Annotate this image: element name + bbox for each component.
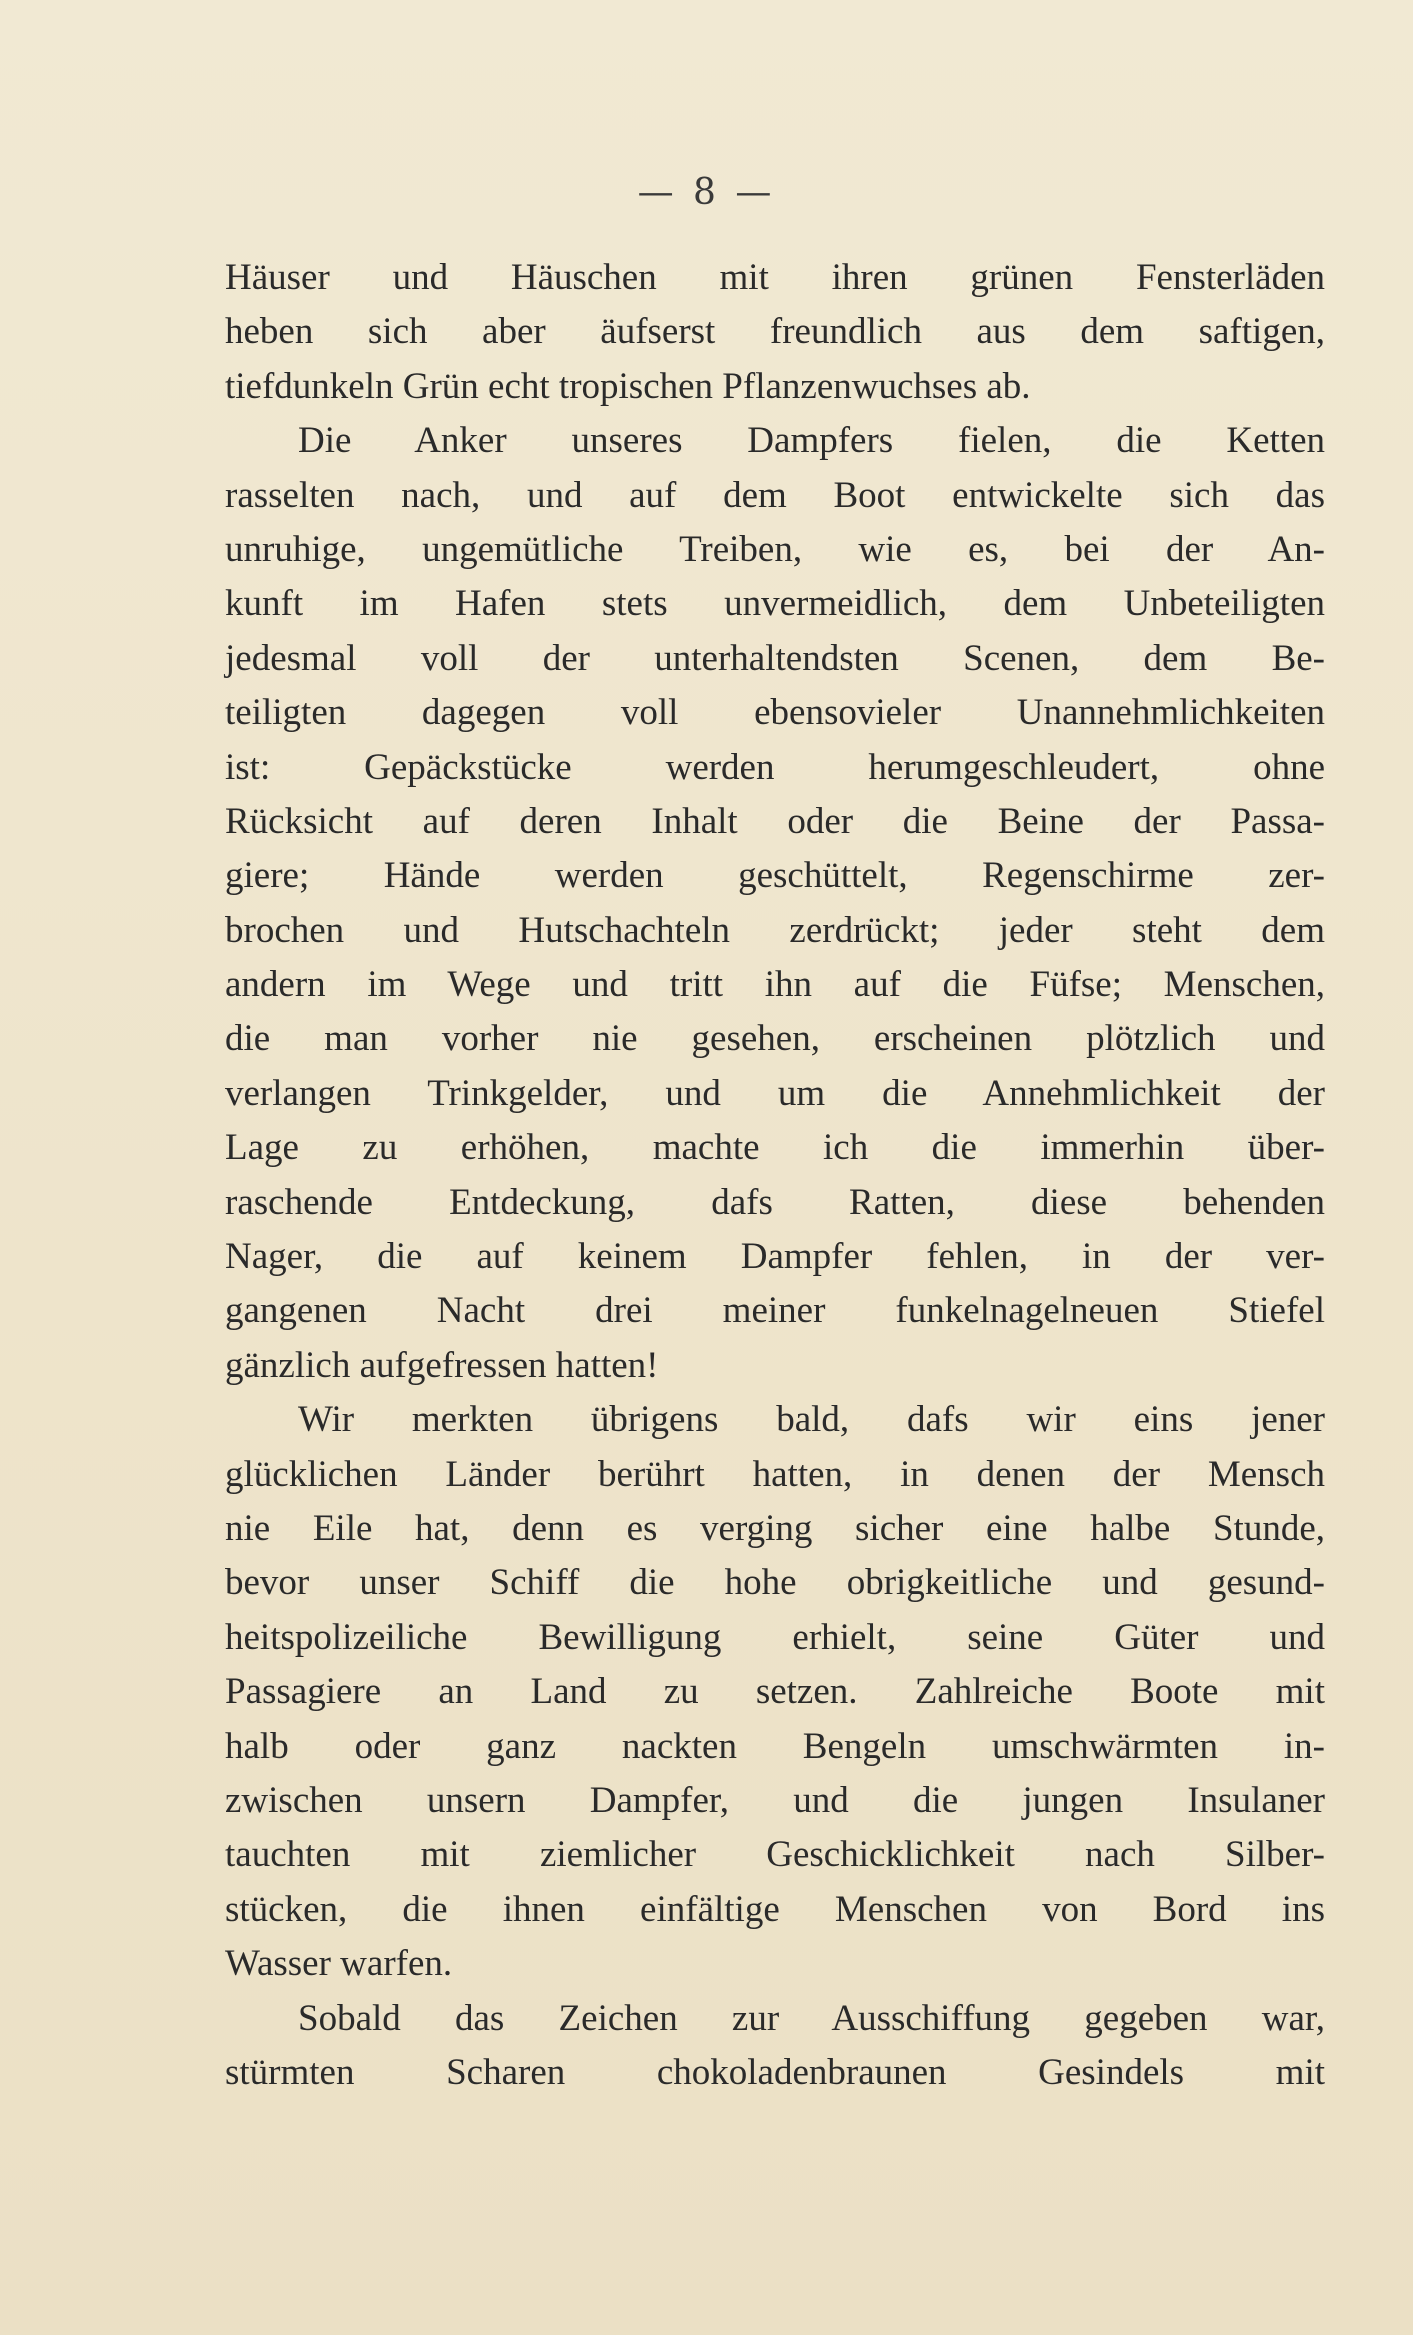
text-line: stücken, die ihnen einfältige Menschen von Bord ins xyxy=(225,1888,1325,1930)
text-line: giere; Hände werden geschüttelt, Regenschirme zer- xyxy=(225,855,1325,897)
text-line: Lage zu erhöhen, machte ich die immerhin über- xyxy=(225,1127,1325,1169)
text-line: teiligten dagegen voll ebensovieler Unannehmlichkeiten xyxy=(225,692,1325,734)
text-line: stürmten Scharen chokoladenbraunen Gesindels mit xyxy=(225,2051,1325,2093)
text-line: ist: Gepäckstücke werden herumgeschleudert, ohne xyxy=(225,746,1325,788)
text-line: die man vorher nie gesehen, erscheinen plötzlich und xyxy=(225,1018,1325,1060)
text-line: halb oder ganz nackten Bengeln umschwärmten in- xyxy=(225,1725,1325,1767)
text-line: heitspolizeiliche Bewilligung erhielt, seine Güter und xyxy=(225,1616,1325,1658)
text-line: gänzlich aufgefressen hatten! xyxy=(225,1344,659,1386)
text-line: glücklichen Länder berührt hatten, in denen der Mensch xyxy=(225,1453,1325,1495)
text-line: heben sich aber äufserst freundlich aus dem saftigen, xyxy=(225,311,1325,353)
text-line: Sobald das Zeichen zur Ausschiffung gegeben war, xyxy=(298,1997,1325,2039)
text-line: tiefdunkeln Grün echt tropischen Pflanzenwuchses ab. xyxy=(225,365,1031,407)
text-line: nie Eile hat, denn es verging sicher eine halbe Stunde, xyxy=(225,1507,1325,1549)
text-line: kunft im Hafen stets unvermeidlich, dem Unbeteiligten xyxy=(225,583,1325,625)
text-line: Wir merkten übrigens bald, dafs wir eins jener xyxy=(298,1399,1325,1441)
text-line: rasselten nach, und auf dem Boot entwickelte sich das xyxy=(225,474,1325,516)
text-line: zwischen unsern Dampfer, und die jungen Insulaner xyxy=(225,1779,1325,1821)
text-line: tauchten mit ziemlicher Geschicklichkeit nach Silber- xyxy=(225,1834,1325,1876)
body-text xyxy=(225,251,1325,2100)
text-line: raschende Entdeckung, dafs Ratten, diese behenden xyxy=(225,1181,1325,1223)
text-line: Wasser warfen. xyxy=(225,1943,453,1985)
page-number: — 8 — xyxy=(637,172,776,213)
text-line: Die Anker unseres Dampfers fielen, die Ketten xyxy=(298,420,1325,462)
text-line: andern im Wege und tritt ihn auf die Füfse; Menschen, xyxy=(225,964,1325,1006)
text-line: gangenen Nacht drei meiner funkelnagelneuen Stiefel xyxy=(225,1290,1325,1332)
text-line: Häuser und Häuschen mit ihren grünen Fensterläden xyxy=(225,257,1325,298)
text-line: verlangen Trinkgelder, und um die Annehmlichkeit der xyxy=(225,1072,1325,1114)
text-line: bevor unser Schiff die hohe obrigkeitliche und gesund- xyxy=(225,1562,1325,1604)
text-line: Nager, die auf keinem Dampfer fehlen, in der ver- xyxy=(225,1236,1325,1278)
text-line: brochen und Hutschachteln zerdrückt; jeder steht dem xyxy=(225,909,1325,951)
text-line: unruhige, ungemütliche Treiben, wie es, bei der An- xyxy=(225,528,1325,570)
text-line: jedesmal voll der unterhaltendsten Scenen, dem Be- xyxy=(225,637,1325,679)
text-line: Passagiere an Land zu setzen. Zahlreiche Boote mit xyxy=(225,1671,1325,1713)
text-line: Rücksicht auf deren Inhalt oder die Beine der Passa- xyxy=(225,800,1325,842)
